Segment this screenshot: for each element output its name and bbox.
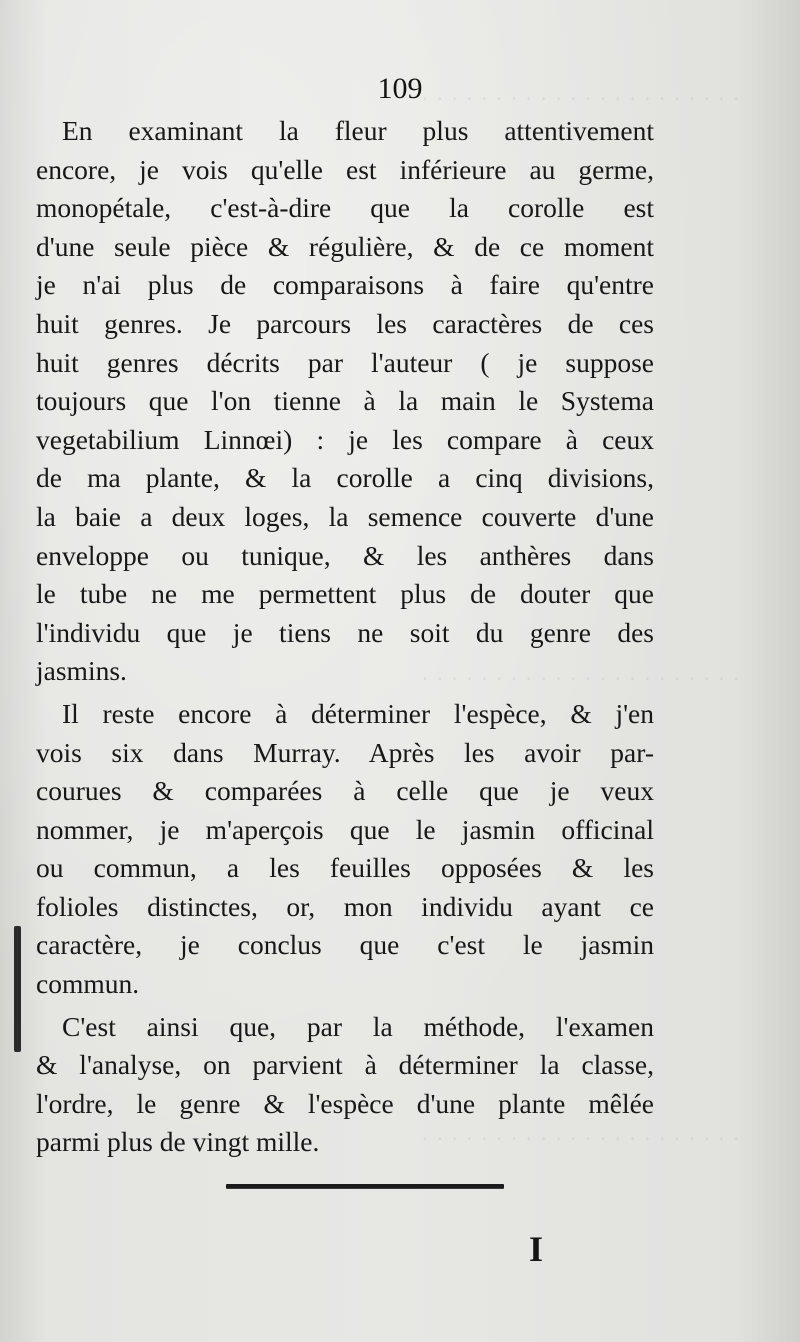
text-line: huit genres décrits par l'auteur ( je suppose (36, 346, 654, 378)
text-line: parmi plus de vingt mille. (36, 1126, 320, 1158)
text-line: encore, je vois qu'elle est inférieure au germe, (36, 153, 654, 185)
text-line: caractère, je conclus que c'est le jasmin (36, 929, 654, 961)
text-line: je n'ai plus de comparaisons à faire qu'entre (36, 269, 654, 301)
signature-mark: I (528, 1229, 543, 1269)
text-line: d'une seule pièce & régulière, & de ce moment (36, 230, 654, 262)
text-line: toujours que l'on tienne à la main le Systema (36, 385, 654, 417)
text-line: commun. (36, 968, 140, 1000)
text-line: jasmins. (36, 655, 127, 687)
bleed-through-middle: · · · · · · · · · · · · · · · · · · · · · · (420, 666, 740, 691)
text-line: folioles distinctes, or, mon individu ayant ce (36, 890, 654, 922)
text-line: enveloppe ou tunique, & les anthères dans (36, 539, 654, 571)
text-line: l'individu que je tiens ne soit du genre des (36, 616, 654, 648)
page-number: 109 (377, 72, 423, 105)
text-line: nommer, je m'aperçois que le jasmin officinal (36, 813, 654, 845)
text-line: Il reste encore à déterminer l'espèce, & j'en (62, 697, 654, 729)
text-line: vois six dans Murray. Après les avoir par- (36, 736, 654, 768)
text-line: C'est ainsi que, par la méthode, l'examen (62, 1010, 654, 1042)
text-line: monopétale, c'est-à-dire que la corolle est (36, 192, 654, 224)
body-text (36, 112, 654, 1162)
margin-mark (14, 926, 21, 1052)
bleed-through-bottom: · · · · · · · · · · · · · · · · · · · · · · (420, 1126, 740, 1151)
end-rule (226, 1184, 504, 1188)
bleed-through-top: · · · · · · · · · · · · · · · · · · · · · · (420, 86, 740, 111)
text-line: l'ordre, le genre & l'espèce d'une plante mêlée (36, 1087, 654, 1119)
text-line: & l'analyse, on parvient à déterminer la classe, (36, 1049, 654, 1081)
text-line: En examinant la fleur plus attentivement (62, 115, 654, 146)
text-line: ou commun, a les feuilles opposées & les (36, 852, 654, 884)
text-line: vegetabilium Linnœi) : je les compare à ceux (36, 423, 654, 455)
text-line: la baie a deux loges, la semence couverte d'une (36, 500, 654, 532)
text-line: de ma plante, & la corolle a cinq divisions, (36, 462, 654, 494)
text-line: courues & comparées à celle que je veux (36, 775, 654, 807)
text-line: le tube ne me permettent plus de douter que (36, 578, 654, 610)
text-line: huit genres. Je parcours les caractères de ces (36, 307, 654, 339)
